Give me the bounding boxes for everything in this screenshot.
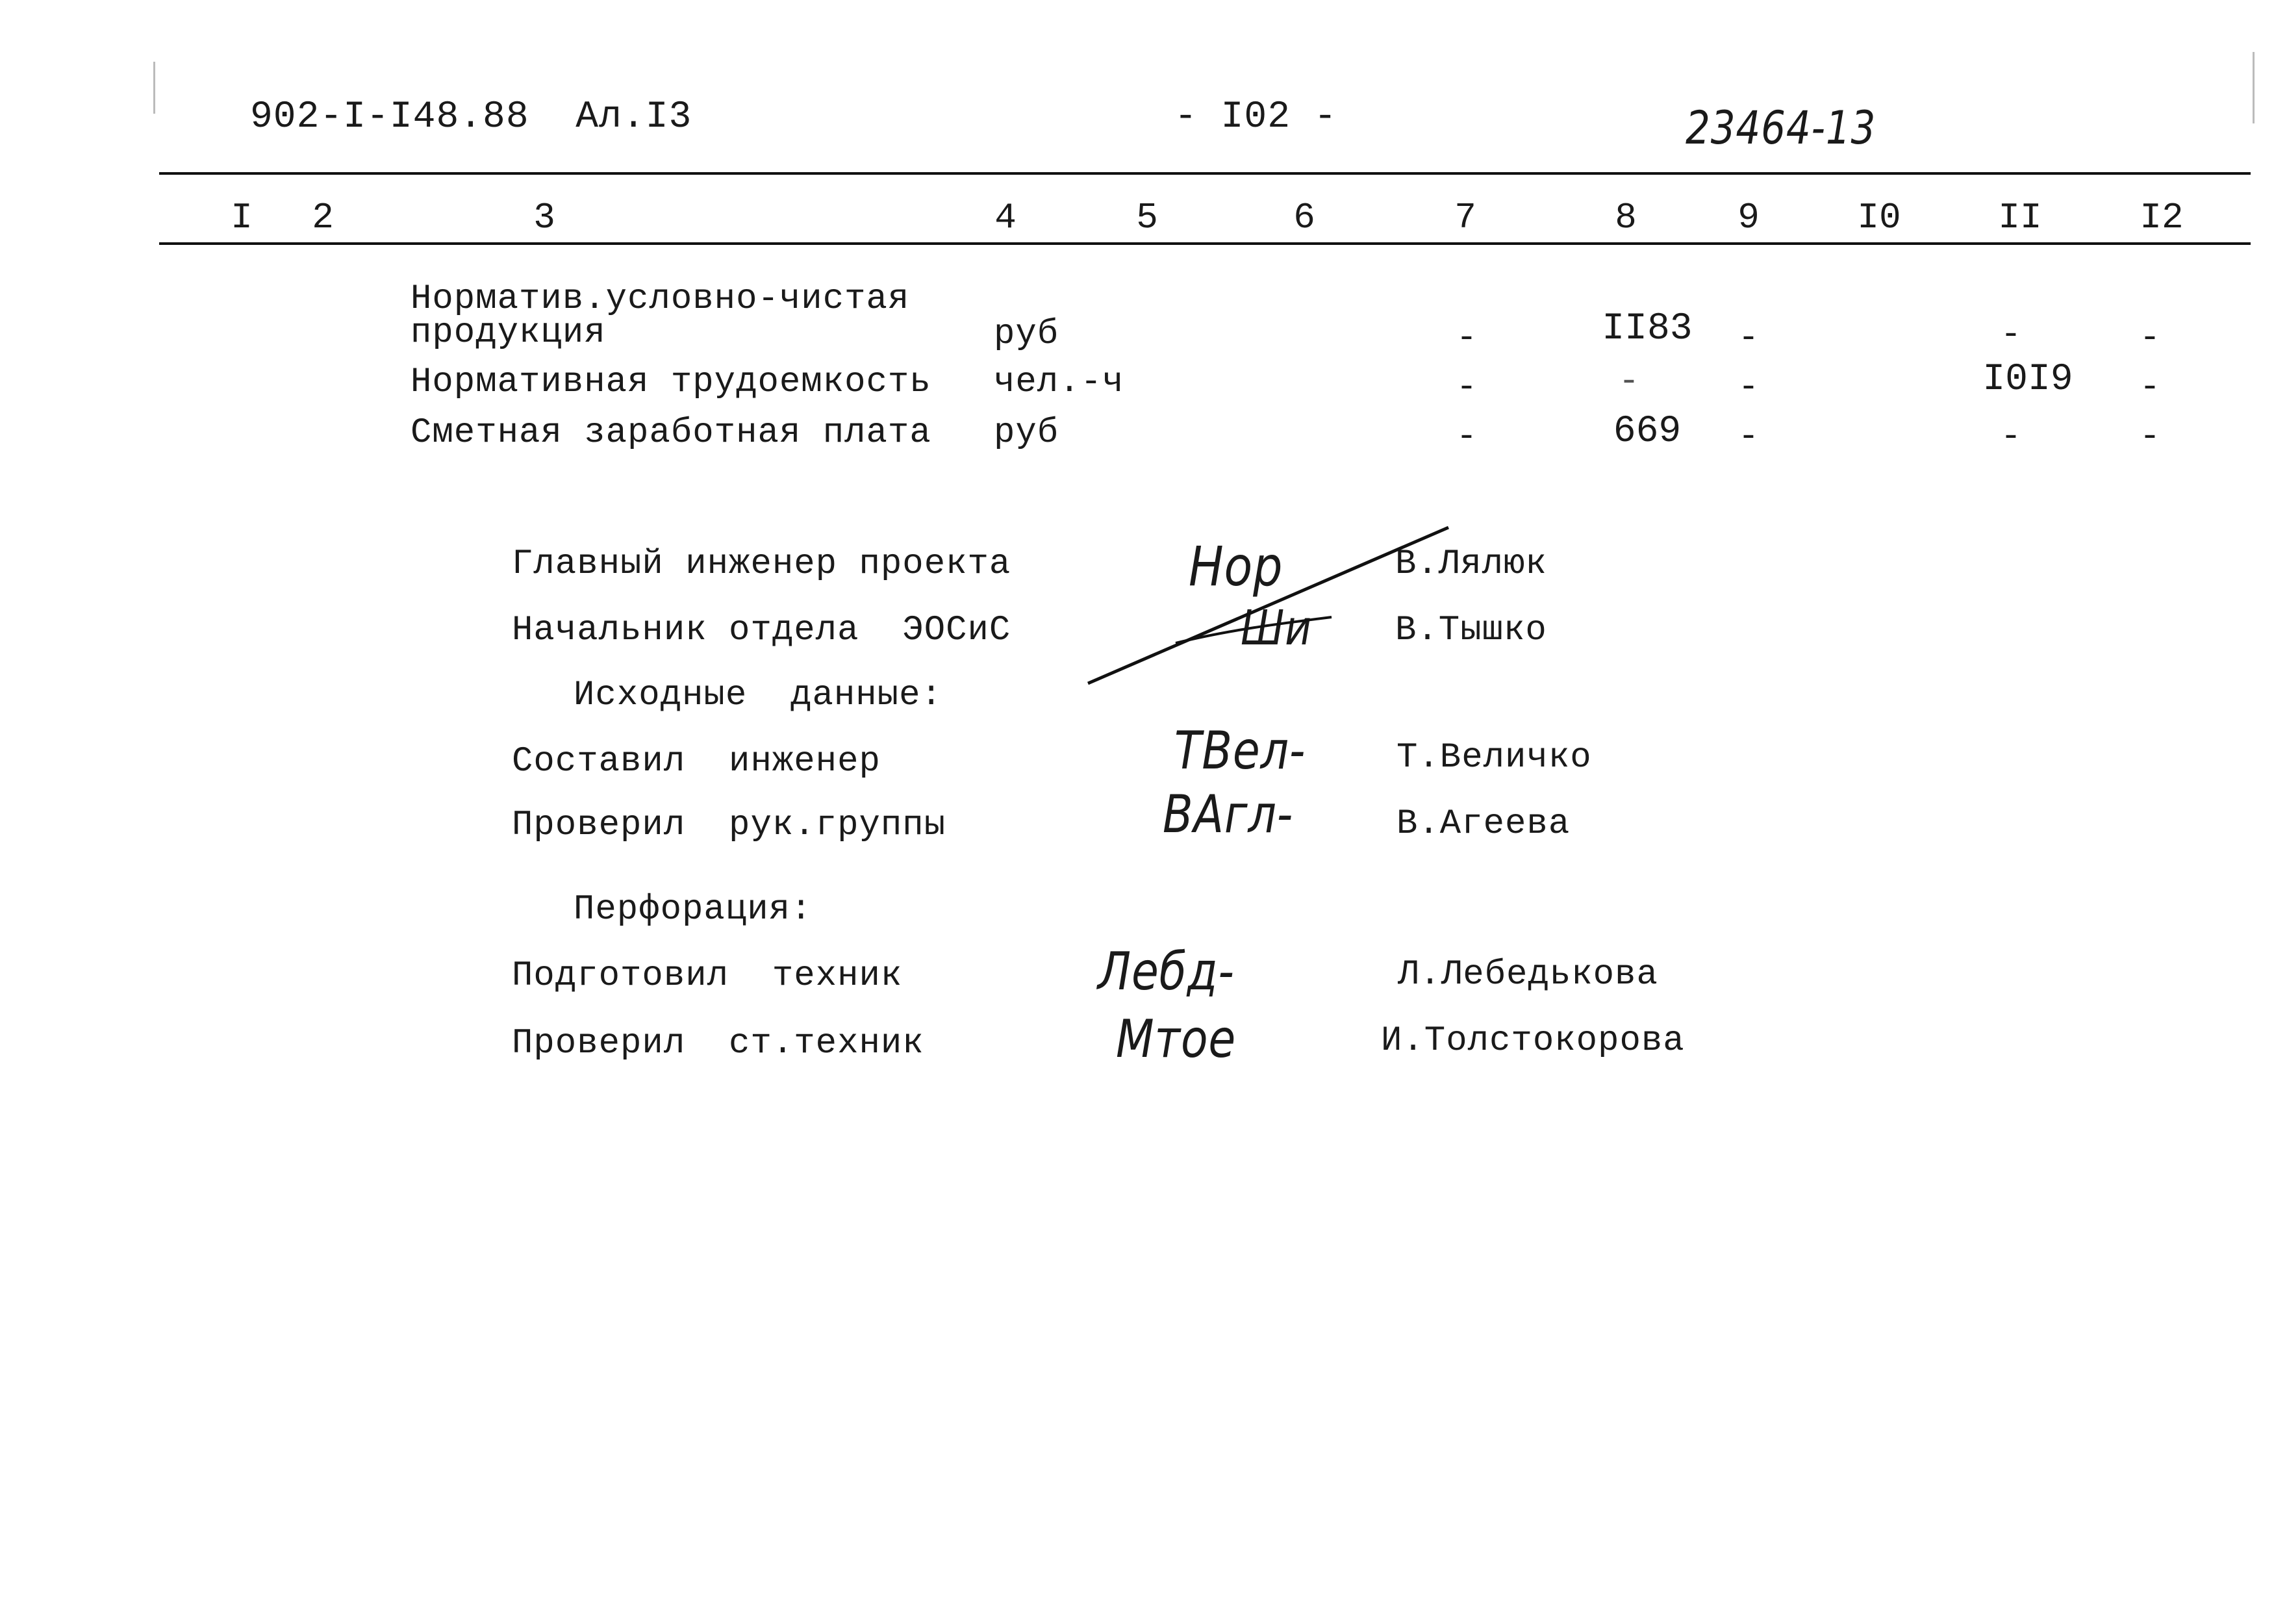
name-compiled-engineer: Т.Величко — [1396, 738, 1592, 778]
signature-strike-line — [1085, 520, 1461, 689]
column-number-6: 6 — [1293, 197, 1315, 238]
name-dept-head: В.Тышко — [1395, 611, 1547, 650]
source-data-heading: Исходные данные: — [574, 676, 942, 715]
name-checked-group-lead: В.Агеева — [1396, 804, 1571, 844]
perforation-heading: Перфорация: — [574, 890, 813, 930]
cell-col11: - — [2000, 315, 2022, 355]
role-checked-senior-technician: Проверил ст.техник — [512, 1024, 924, 1063]
role-compiled-engineer: Составил инженер — [512, 742, 881, 781]
column-number-3: 3 — [533, 197, 555, 238]
cell-col8: - — [1618, 362, 1640, 401]
page-number: - I02 - — [1174, 96, 1337, 138]
cell-col7: - — [1456, 368, 1478, 407]
scan-edge-mark — [153, 62, 155, 114]
signature-compiled-engineer: ТВел- — [1174, 720, 1306, 781]
row-unit: руб — [994, 314, 1059, 354]
scan-edge-mark — [2253, 52, 2255, 123]
table-header-bottom-rule — [159, 242, 2251, 245]
column-number-1: I — [231, 197, 253, 238]
column-number-4: 4 — [994, 197, 1017, 238]
cell-col11: I0I9 — [1982, 359, 2073, 401]
row-name: Сметная заработная плата — [411, 413, 931, 453]
table-top-rule — [159, 172, 2251, 175]
cell-col12: - — [2139, 417, 2161, 457]
cell-col11: - — [2000, 417, 2022, 457]
column-number-2: 2 — [312, 197, 334, 238]
role-chief-engineer: Главный инженер проекта — [512, 544, 1011, 584]
column-number-10: I0 — [1857, 197, 1901, 238]
role-prepared-technician: Подготовил техник — [512, 956, 903, 996]
row-unit: чел.-ч — [994, 362, 1124, 402]
row-name: Норматив.условно-чистая — [411, 279, 910, 319]
column-number-12: I2 — [2140, 197, 2184, 238]
cell-col8: II83 — [1602, 308, 1693, 350]
signature-checked-group-lead: ВАгл- — [1163, 784, 1294, 844]
document-code: 902-I-I48.88 Ал.I3 — [250, 96, 692, 138]
signature-prepared-technician: Лебд- — [1098, 941, 1235, 1002]
cell-col7: - — [1456, 318, 1478, 358]
column-number-9: 9 — [1737, 197, 1760, 238]
name-chief-engineer: В.Лялюк — [1395, 544, 1547, 584]
cell-col8: 669 — [1613, 411, 1682, 453]
column-number-5: 5 — [1136, 197, 1158, 238]
row-unit: руб — [994, 413, 1059, 453]
signature-checked-senior-technician: Мтое — [1116, 1009, 1237, 1069]
row-name: Нормативная трудоемкость — [411, 362, 931, 402]
cell-col12: - — [2139, 368, 2161, 407]
inventory-number: 23464-13 — [1686, 101, 1876, 155]
column-number-11: II — [1998, 197, 2042, 238]
role-dept-head: Начальник отдела ЭОСиС — [512, 611, 1011, 650]
column-number-8: 8 — [1615, 197, 1637, 238]
cell-col9: - — [1737, 368, 1760, 407]
role-checked-group-lead: Проверил рук.группы — [512, 806, 946, 845]
signature-dept-head: Ши — [1241, 600, 1312, 656]
cell-col12: - — [2139, 318, 2161, 358]
signature-chief-engineer: Нор — [1189, 535, 1283, 598]
cell-col9: - — [1737, 318, 1760, 358]
name-prepared-technician: Л.Лебедькова — [1398, 955, 1658, 995]
row-name-continued: продукция — [411, 313, 606, 353]
cell-col7: - — [1456, 417, 1478, 457]
name-checked-senior-technician: И.Толстокорова — [1381, 1021, 1685, 1061]
column-number-7: 7 — [1454, 197, 1476, 238]
cell-col9: - — [1737, 417, 1760, 457]
